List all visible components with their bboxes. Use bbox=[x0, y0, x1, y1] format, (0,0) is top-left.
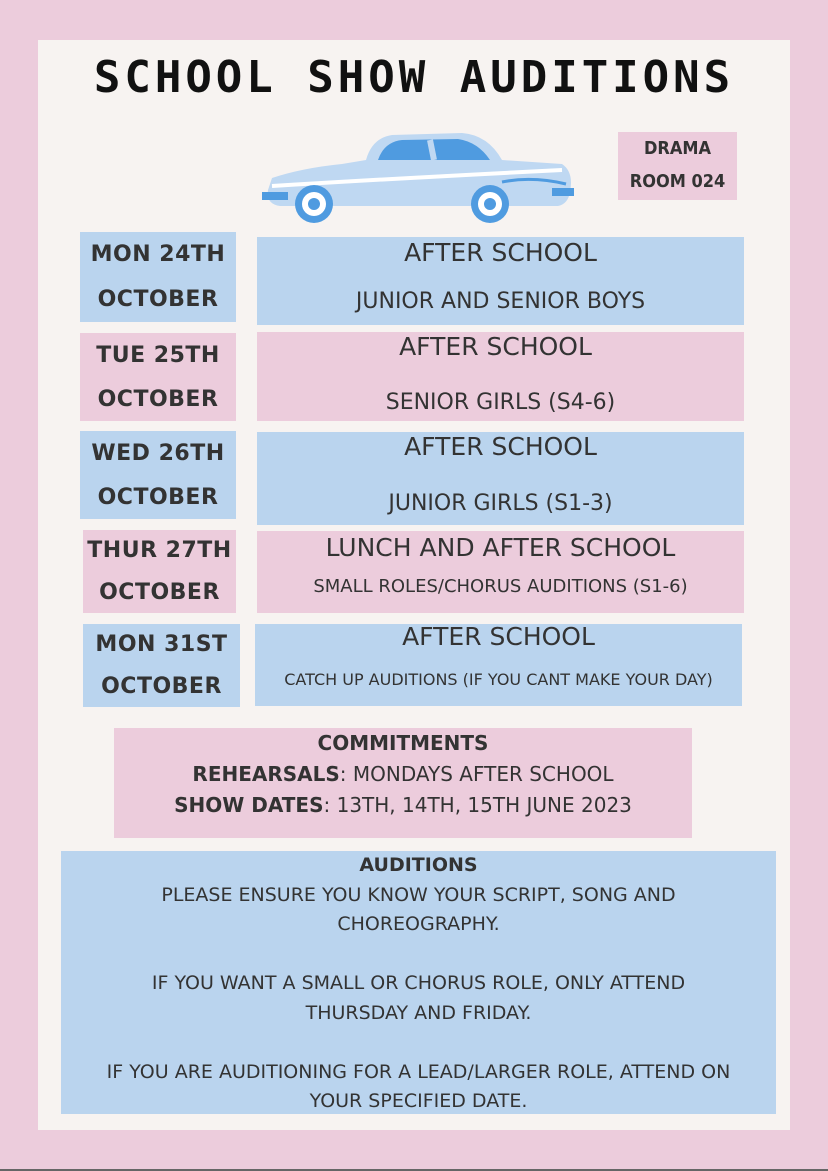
auditions-text: IF YOU WANT A SMALL OR CHORUS ROLE, ONLY ATTEND bbox=[151, 972, 686, 994]
session-time: AFTER SCHOOL bbox=[404, 432, 597, 461]
auditions-heading: AUDITIONS bbox=[359, 854, 478, 876]
date-day: MON 24TH bbox=[90, 242, 226, 267]
session-time: AFTER SCHOOL bbox=[399, 332, 592, 361]
rehearsals-label: REHEARSALS bbox=[192, 762, 340, 786]
date-month: OCTOBER bbox=[97, 386, 219, 412]
commitments-heading: COMMITMENTS bbox=[317, 731, 489, 755]
date-day: TUE 25TH bbox=[96, 342, 220, 368]
auditions-text: THURSDAY AND FRIDAY. bbox=[305, 1001, 532, 1024]
auditions-text: YOUR SPECIFIED DATE. bbox=[309, 1090, 528, 1112]
date-block bbox=[80, 431, 236, 519]
session-group: JUNIOR AND SENIOR BOYS bbox=[355, 289, 646, 314]
schedule-info bbox=[257, 432, 744, 525]
vintage-car-icon bbox=[262, 130, 574, 224]
date-block bbox=[83, 624, 240, 707]
date-month: OCTOBER bbox=[101, 673, 222, 699]
date-day: MON 31ST bbox=[95, 632, 228, 658]
page-title: SCHOOL SHOW AUDITIONS bbox=[93, 52, 735, 103]
date-block bbox=[80, 232, 236, 322]
schedule-info bbox=[257, 531, 744, 613]
auditions-text: CHOREOGRAPHY. bbox=[337, 913, 500, 935]
date-day: THUR 27TH bbox=[87, 538, 232, 564]
session-time: LUNCH AND AFTER SCHOOL bbox=[325, 533, 676, 562]
date-block bbox=[80, 333, 236, 421]
auditions-text: IF YOU ARE AUDITIONING FOR A LEAD/LARGER ROLE, ATTEND ON bbox=[106, 1060, 731, 1083]
session-time: AFTER SCHOOL bbox=[404, 238, 597, 267]
auditions-text: PLEASE ENSURE YOU KNOW YOUR SCRIPT, SONG AND bbox=[161, 883, 676, 906]
room-line1: DRAMA bbox=[643, 138, 712, 159]
schedule-info bbox=[257, 332, 744, 421]
show-dates-label: SHOW DATES bbox=[174, 793, 324, 817]
auditions-panel bbox=[61, 851, 776, 1114]
commitments-panel bbox=[114, 728, 692, 838]
room-line2: ROOM 024 bbox=[629, 171, 726, 192]
date-month: OCTOBER bbox=[97, 287, 219, 312]
show-dates-value: : 13TH, 14TH, 15TH JUNE 2023 bbox=[323, 793, 632, 817]
date-day: WED 26TH bbox=[91, 440, 225, 466]
session-group: JUNIOR GIRLS (S1-3) bbox=[388, 491, 613, 516]
schedule-info bbox=[255, 624, 742, 706]
date-month: OCTOBER bbox=[97, 484, 219, 510]
session-group: SENIOR GIRLS (S4-6) bbox=[385, 390, 616, 415]
room-badge bbox=[618, 132, 737, 200]
schedule-info bbox=[257, 237, 744, 325]
date-month: OCTOBER bbox=[99, 579, 220, 605]
session-group: CATCH UP AUDITIONS (IF YOU CANT MAKE YOUR DAY) bbox=[284, 670, 713, 689]
session-group: SMALL ROLES/CHORUS AUDITIONS (S1-6) bbox=[313, 576, 688, 597]
rehearsals-value: : MONDAYS AFTER SCHOOL bbox=[339, 762, 614, 786]
session-time: AFTER SCHOOL bbox=[402, 622, 595, 651]
date-block bbox=[83, 530, 236, 613]
